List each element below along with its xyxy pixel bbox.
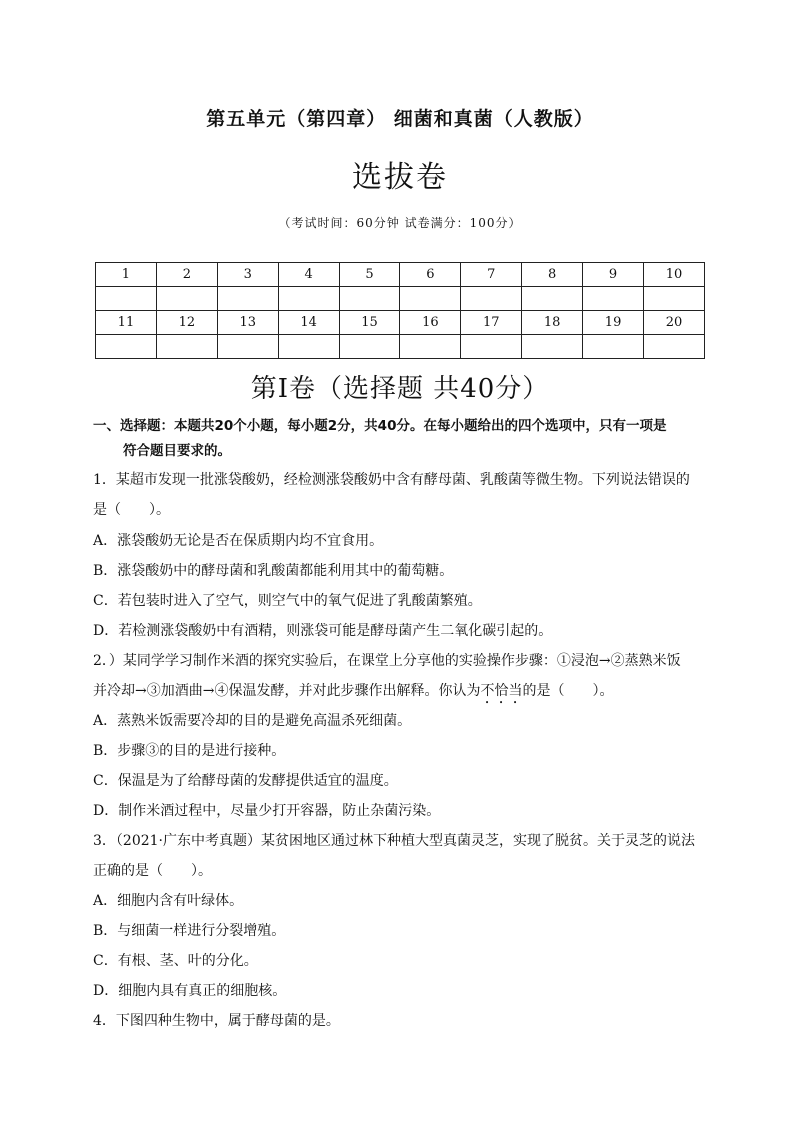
answer-cell[interactable] (461, 287, 522, 311)
q3-option-d: D．细胞内具有真正的细胞核。 (93, 983, 287, 999)
q2-option-c: C．保温是为了给酵母菌的发酵提供适宜的温度。 (93, 773, 398, 789)
q2-stem-line-1: 2．）某同学学习制作米酒的探究实验后，在课堂上分享他的实验操作步骤：①浸泡→②蒸熟米饭 (93, 653, 681, 669)
q3-option-b: B．与细菌一样进行分裂增殖。 (93, 923, 286, 939)
score-number-cell: 5 (339, 263, 400, 287)
q1-stem-line-2: 是（ ）。 (93, 502, 170, 518)
score-number-cell: 1 (96, 263, 157, 287)
score-number-cell: 18 (522, 311, 583, 335)
q3-stem-line-1: 3．（2021·广东中考真题）某贫困地区通过林下种植大型真菌灵芝，实现了脱贫。关于灵芝的说法 (93, 833, 695, 849)
answer-cell[interactable] (339, 335, 400, 359)
score-table-answer-row-2 (96, 335, 705, 359)
score-number-cell: 4 (278, 263, 339, 287)
score-number-cell: 10 (644, 263, 705, 287)
answer-cell[interactable] (156, 335, 217, 359)
answer-cell[interactable] (156, 287, 217, 311)
score-table-header-row-2 (96, 311, 705, 335)
exam-info: （考试时间：60分钟 试卷满分：100分） (278, 216, 522, 230)
q2-stem-line-2 (93, 681, 718, 707)
q1-option-c: C．若包装时进入了空气，则空气中的氧气促进了乳酸菌繁殖。 (93, 593, 482, 609)
q3-stem-line-2: 正确的是（ ）。 (93, 863, 212, 879)
q3-option-c: C．有根、茎、叶的分化。 (93, 953, 258, 969)
score-number-cell: 6 (400, 263, 461, 287)
answer-cell[interactable] (400, 287, 461, 311)
score-table (95, 262, 705, 359)
score-number-cell: 20 (644, 311, 705, 335)
q3-option-a: A．细胞内含有叶绿体。 (93, 893, 244, 909)
answer-cell[interactable] (400, 335, 461, 359)
q2-emphasis-text: 不恰当 (480, 683, 523, 699)
q1-stem-line-1: 1．某超市发现一批涨袋酸奶，经检测涨袋酸奶中含有酵母菌、乳酸菌等微生物。下列说法错误的 (93, 472, 690, 488)
q4-stem-line-1: 4．下图四种生物中，属于酵母菌的是。 (93, 1013, 340, 1029)
q2-stem-text: 并冷却→③加酒曲→④保温发酵，并对此步骤作出解释。你认为 (93, 683, 481, 699)
document-subtitle: 选拔卷 (352, 160, 448, 195)
answer-cell[interactable] (96, 287, 157, 311)
score-number-cell: 9 (583, 263, 644, 287)
score-number-cell: 2 (156, 263, 217, 287)
score-number-cell: 8 (522, 263, 583, 287)
answer-cell[interactable] (339, 287, 400, 311)
answer-cell[interactable] (583, 335, 644, 359)
score-number-cell: 7 (461, 263, 522, 287)
instructions-line-1: 一、选择题：本题共20个小题，每小题2分，共40分。在每小题给出的四个选项中，只有一项是 (93, 418, 667, 434)
score-number-cell: 16 (400, 311, 461, 335)
q1-option-b: B．涨袋酸奶中的酵母菌和乳酸菌都能利用其中的葡萄糖。 (93, 563, 454, 579)
q2-stem-end: 的是（ ）。 (522, 683, 614, 699)
answer-cell[interactable] (461, 335, 522, 359)
score-number-cell: 12 (156, 311, 217, 335)
answer-cell[interactable] (278, 335, 339, 359)
q2-option-a: A．蒸熟米饭需要冷却的目的是避免高温杀死细菌。 (93, 713, 412, 729)
answer-cell[interactable] (217, 287, 278, 311)
score-number-cell: 14 (278, 311, 339, 335)
q1-option-a: A．涨袋酸奶无论是否在保质期内均不宜食用。 (93, 533, 384, 549)
score-number-cell: 15 (339, 311, 400, 335)
score-number-cell: 13 (217, 311, 278, 335)
score-table-answer-row-1 (96, 287, 705, 311)
score-table-header-row-1 (96, 263, 705, 287)
score-number-cell: 17 (461, 311, 522, 335)
answer-cell[interactable] (522, 287, 583, 311)
instructions-line-2: 符合题目要求的。 (123, 443, 231, 459)
score-number-cell: 3 (217, 263, 278, 287)
q1-option-d: D．若检测涨袋酸奶中有酒精，则涨袋可能是酵母菌产生二氧化碳引起的。 (93, 623, 553, 639)
answer-cell[interactable] (644, 287, 705, 311)
section-title: 第Ⅰ卷（选择题 共40分） (250, 374, 550, 404)
score-number-cell: 19 (583, 311, 644, 335)
answer-cell[interactable] (217, 335, 278, 359)
q2-option-b: B．步骤③的目的是进行接种。 (93, 743, 286, 759)
answer-cell[interactable] (522, 335, 583, 359)
answer-cell[interactable] (96, 335, 157, 359)
document-title: 第五单元（第四章） 细菌和真菌（人教版） (206, 108, 594, 130)
answer-cell[interactable] (583, 287, 644, 311)
score-number-cell: 11 (96, 311, 157, 335)
answer-cell[interactable] (278, 287, 339, 311)
q2-option-d: D．制作米酒过程中，尽量少打开容器，防止杂菌污染。 (93, 803, 441, 819)
answer-cell[interactable] (644, 335, 705, 359)
